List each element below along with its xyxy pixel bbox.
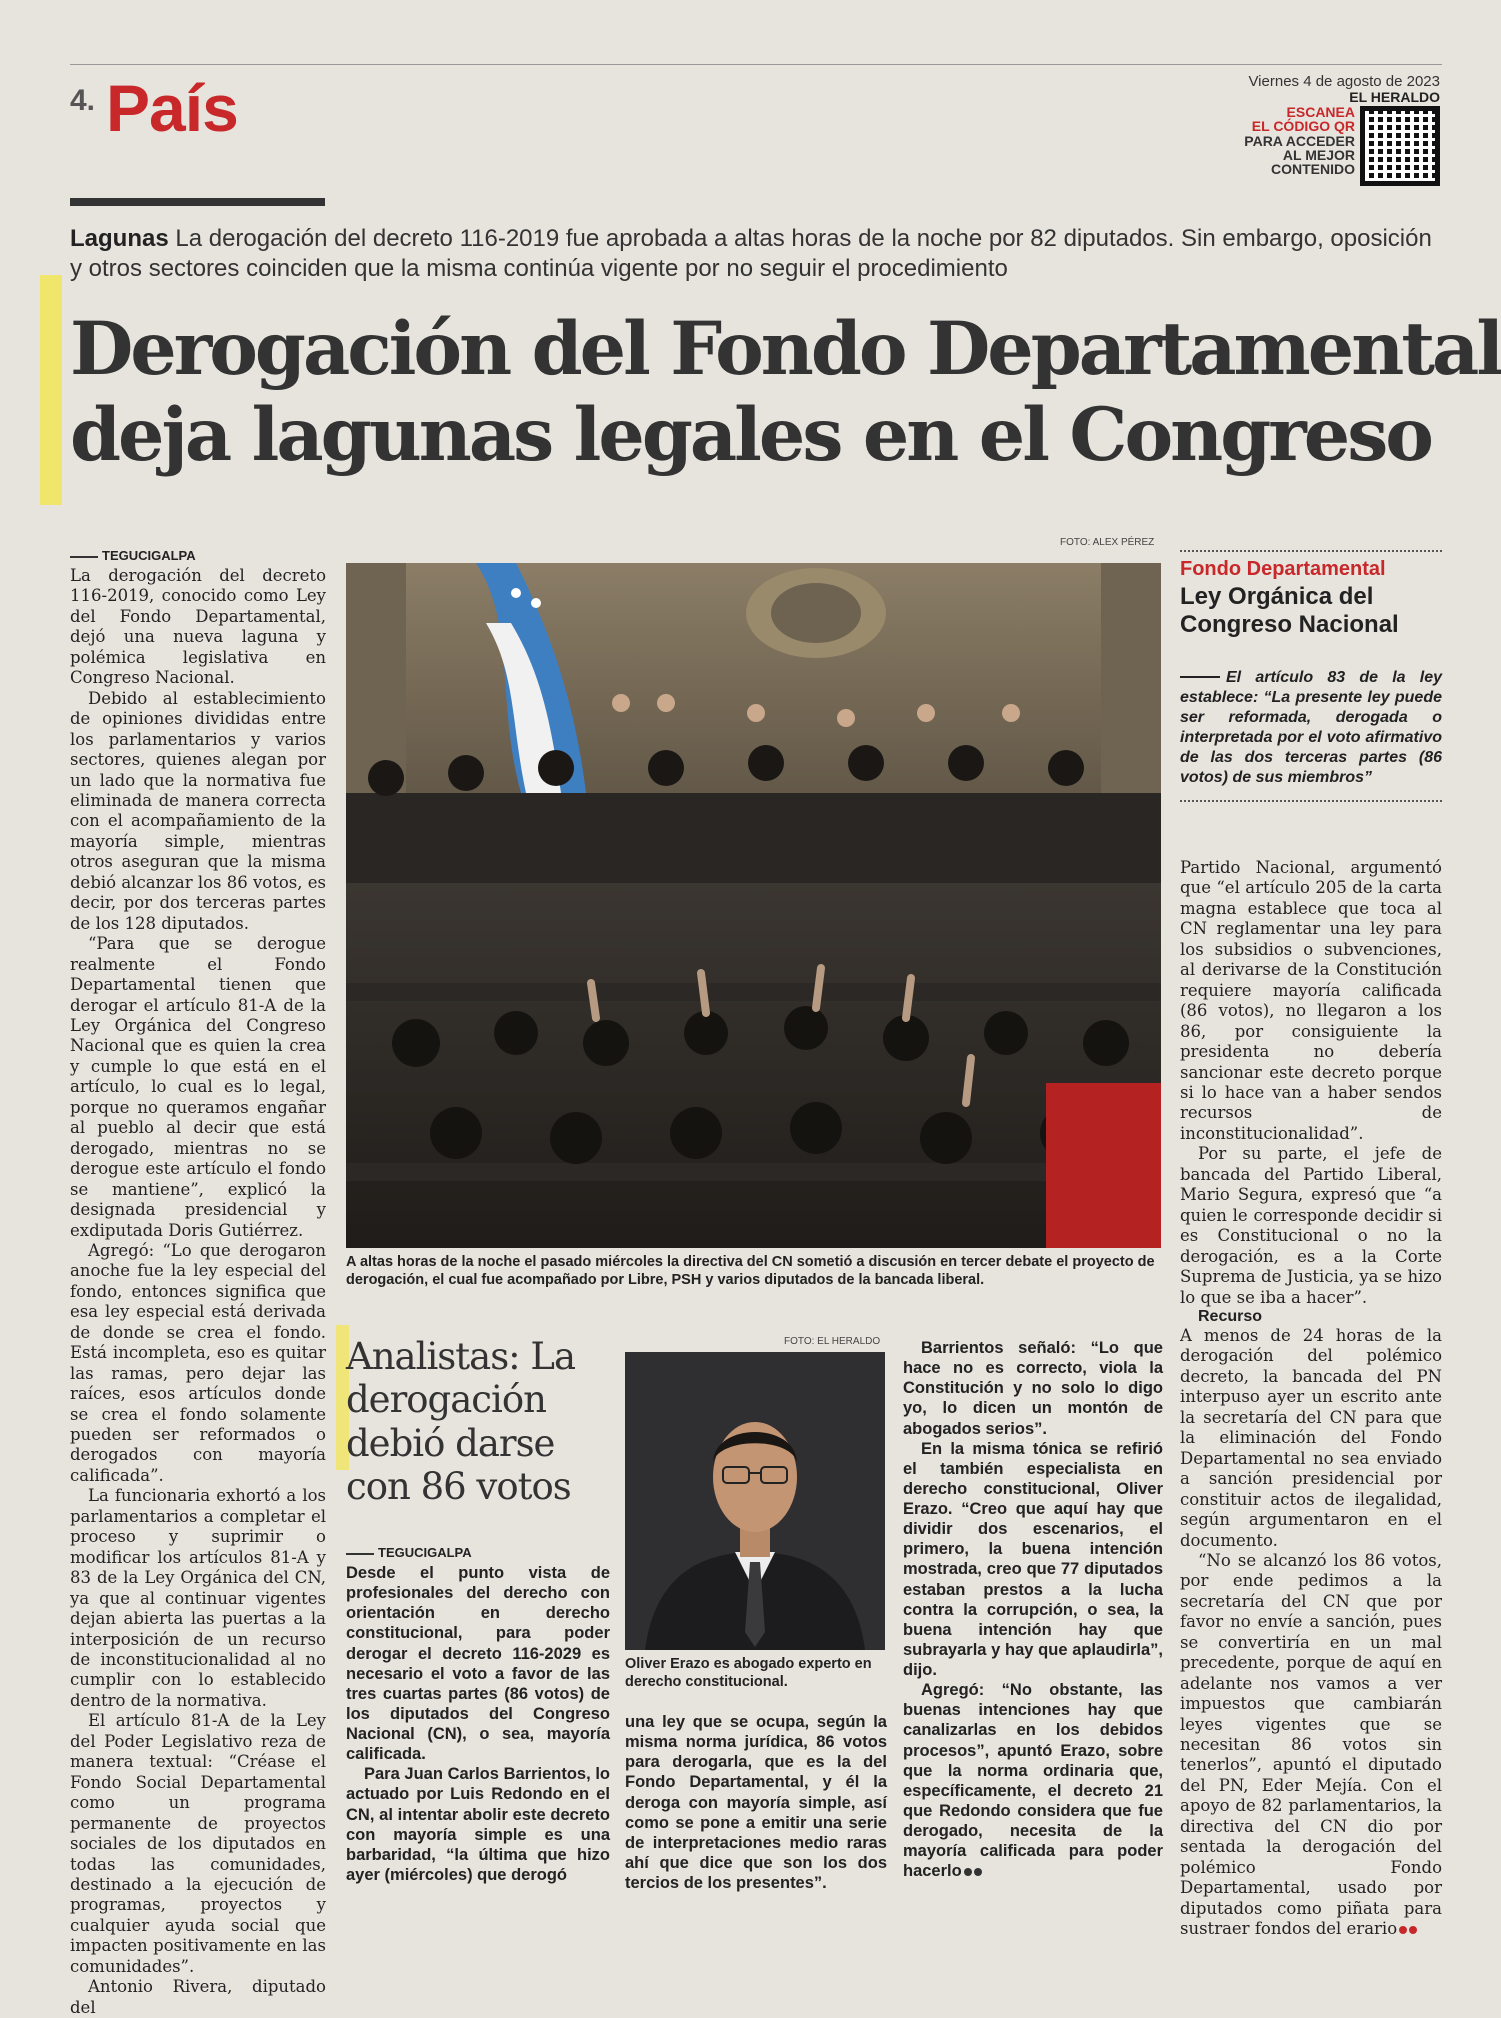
- section-bar: [70, 198, 325, 206]
- sidebar-kicker: Fondo Departamental: [1180, 558, 1386, 580]
- paragraph: Por su parte, el jefe de bancada del Partido Liberal, Mario Segura, expresó que “a quien le corresponde decidir si es Constitucional o no la derogación, es a la Corte Suprema de Justicia, ya se hizo lo que se iba a hacer”.: [1180, 1144, 1442, 1307]
- sidebar-title: Ley Orgánica del Congreso Nacional: [1180, 583, 1399, 639]
- paragraph: Desde el punto vista de profesionales del derecho con orientación en derecho constitucional, para poder derogar el decreto 116-2029 es necesario el voto a favor de las tres cuartas partes (86 votos) de los diputados del Congreso Nacional (CN), o sea, mayoría calificada.: [346, 1564, 610, 1764]
- portrait-photo: [625, 1352, 885, 1650]
- end-mark-icon: [964, 1868, 972, 1876]
- page-number: 4.: [70, 84, 96, 117]
- end-mark-icon: [974, 1868, 982, 1876]
- qr-line: EL CÓDIGO QR: [1251, 118, 1355, 135]
- paragraph: El artículo 81-A de la Ley del Poder Legislativo reza de manera textual: “Créase el Fondo Social Departamental como un programa permanente de proyectos sociales de los diputados en todas las comunidades, destinado a la ejecución de programas, proyectos y cualquier ayuda social que impacten positivamente en las comunidades”.: [70, 1711, 326, 1976]
- paragraph-text: “No se alcanzó los 86 votos, por ende pedimos a la secretaría del CN que por favor no envíe a sanción, pues se convertiría en un mal precedente, porque de aquí en adelante nos vamos a ver impuestos que cambiarán leyes vigentes que se necesitan 86 votos sin tenerlos”, apuntó el diputado del PN, Eder Mejía. Con el apoyo de 82 parlamentarios, la directiva del CN dio por sentada la derogación del polémico Fondo Departamental, usado por diputados como piñata para sustraer fondos del erario: [1180, 1550, 1442, 1939]
- sidebar-box: [1180, 550, 1442, 802]
- section-title: País: [106, 71, 238, 145]
- paragraph: La derogación del decreto 116-2019, conocido como Ley del Fondo Departamental, dejó una nueva laguna y polémica legislativa en Congreso Nacional.: [70, 566, 326, 688]
- subheadline: [70, 224, 1442, 284]
- subheadline-text: La derogación del decreto 116-2019 fue aprobada a altas horas de la noche por 82 diputados. Sin embargo, oposición y otros sectores coinciden que la misma continúa vigente por no seguir el procedimiento: [70, 225, 1432, 282]
- subhead: Recurso: [1198, 1307, 1263, 1325]
- sidebar-quote: El artículo 83 de la ley establece: “La presente ley puede ser reformada, derogada o interpretada por el voto afirmativo de las dos terceras partes (86 votos) de sus miembros”: [1180, 668, 1442, 786]
- article2-column-3: [903, 1338, 1163, 1948]
- paragraph-text: Agregó: “No obstante, las buenas intenciones hay que canalizarlas en los debidos procesos”, apuntó Erazo, sobre que la norma ordinaria que, específicamente, el decreto 21 que Redondo considera que fue derogado, necesita de la mayoría calificada para poder hacerlo: [903, 1681, 1163, 1881]
- paragraph: Antonio Rivera, diputado del: [70, 1977, 326, 2017]
- paragraph: “Para que se derogue realmente el Fondo Departamental tienen que derogar el artículo 81-A de la Ley Orgánica del Congreso Nacional que es quien la crea y cumple lo que está en el artículo, lo cual es lo legal, porque no queramos engañar al pueblo al decir que está derogado, mientras no se derogue este artículo el fondo se mantiene”, explicó la designada presidencial y exdiputada Doris Gutiérrez.: [70, 934, 326, 1240]
- paragraph: Partido Nacional, argumentó que “el artículo 205 de la carta magna establece que toca al CN reglamentar una ley para los subsidios o subvenciones, al derivarse de la Constitución requiere mayoría calificada (86 votos), no llegaron a los 86, por consiguiente la presidenta no debería sancionar este decreto porque si lo hace van a haber sendos recursos de inconstitucionalidad”.: [1180, 858, 1442, 1143]
- dotted-rule: [1180, 550, 1442, 552]
- issue-date: Viernes 4 de agosto de 2023: [1248, 73, 1440, 90]
- photo-credit: FOTO: ALEX PÉREZ: [1060, 537, 1155, 548]
- dotted-rule: [1180, 800, 1442, 802]
- dateline: TEGUCIGALPA: [70, 548, 326, 563]
- portrait-illustration: [625, 1352, 885, 1650]
- paragraph: La funcionaria exhortó a los parlamentarios a completar el proceso y suprimir o modificar los artículos 81-A y 83 de la Ley Orgánica del CN, ya que al continuar vigentes dejan abierta las puertas a la interposición de un recurso de inconstitucionalidad al no cumplir con lo establecido dentro de la normativa.: [70, 1486, 326, 1710]
- paragraph: Barrientos señaló: “Lo que hace no es correcto, viola la Constitución y no solo lo digo yo, lo dicen un montón de abogados serios”.: [903, 1339, 1163, 1438]
- qr-line: PARA ACCEDER: [1244, 132, 1355, 149]
- newspaper-name: EL HERALDO: [1349, 89, 1440, 105]
- congress-photo: [346, 563, 1161, 1248]
- paragraph: una ley que se ocupa, según la misma norma jurídica, 86 votos para derogarla, que es la del Fondo Departamental, y él la deroga con mayoría simple, así como se pone a emitir una serie de interpretaciones medio raras ahí que dice que son los dos tercios de los presentes”.: [625, 1713, 887, 1892]
- article-column-right: [1180, 858, 1442, 1948]
- article-column-1: [70, 548, 326, 2017]
- headline-line-2: deja lagunas legales en el Congreso: [70, 392, 1431, 478]
- highlighter-mark: [40, 275, 62, 505]
- end-mark-icon: [1409, 1926, 1417, 1934]
- photo-caption: A altas horas de la noche el pasado miércoles la directiva del CN sometió a discusión en tercer debate el proyecto de derogación, el cual fue acompañado por Libre, PSH y varios diputados de la bancada liberal.: [346, 1254, 1155, 1289]
- portrait-caption: Oliver Erazo es abogado experto en derecho constitucional.: [625, 1656, 872, 1691]
- portrait-credit: FOTO: EL HERALDO: [784, 1336, 881, 1347]
- qr-line: AL MEJOR: [1282, 146, 1355, 163]
- paragraph: Para Juan Carlos Barrientos, lo actuado por Luis Redondo en el CN, al intentar abolir este decreto con mayoría simple es una barbaridad, “la última que hizo ayer (miércoles) que derogó: [346, 1765, 610, 1884]
- article2-column-2: [625, 1712, 887, 1952]
- dateline: TEGUCIGALPA: [346, 1545, 610, 1560]
- paragraph: Agregó: “Lo que derogaron anoche fue la ley especial del fondo, entonces significa que esa ley especial está derivada de donde se crea el fondo. Está incompleta, eso es quitar las ramas, pero dejar las raíces, esos artículos donde se crea el fondo solamente pueden ser reformados o derogados con mayoría calificada”.: [70, 1240, 326, 1485]
- qr-code-icon[interactable]: [1360, 106, 1440, 186]
- paragraph: [903, 1680, 1163, 1881]
- top-rule: [70, 64, 1442, 65]
- article2-column-1: [346, 1545, 610, 1945]
- paragraph: [1180, 1551, 1442, 1940]
- qr-line: ESCANEA: [1286, 104, 1355, 120]
- paragraph: En la misma tónica se refirió el también especialista en derecho constitucional, Oliver Erazo. “Creo que aquí hay que dividir dos escenarios, el primero, la buena intención mostrada, creo que 77 diputados estaban prestos a la lucha contra la corrupción, o sea, la buena intención hay que subrayarla y hay que aplaudirla”, dijo.: [903, 1439, 1163, 1679]
- article2-headline: Analistas: La derogación debió darse con 86 votos: [346, 1335, 576, 1508]
- paragraph: A menos de 24 horas de la derogación del polémico decreto, la bancada del PN interpuso ayer un escrito ante la secretaría del CN para que la eliminación del Fondo Departamental no sea enviado a sanción presidencial por constituir actos de ilegalidad, según argumentaron en el documento.: [1180, 1325, 1442, 1550]
- kicker: Lagunas: [70, 225, 169, 252]
- end-mark-icon: [1399, 1926, 1407, 1934]
- congress-illustration: [346, 563, 1161, 1248]
- qr-callout: [1244, 105, 1355, 176]
- headline-line-1: Derogación del Fondo Departamental: [70, 306, 1501, 392]
- paragraph: Debido al establecimiento de opiniones divididas entre los parlamentarios y varios sectores, quienes alegan por un lado que la normativa fue eliminada de manera correcta con el acompañamiento de la mayoría simple, mientras otros aseguran que la misma debió alcanzar los 86 votos, es decir, por dos terceras partes de los 128 diputados.: [70, 688, 326, 933]
- qr-line: CONTENIDO: [1271, 161, 1355, 178]
